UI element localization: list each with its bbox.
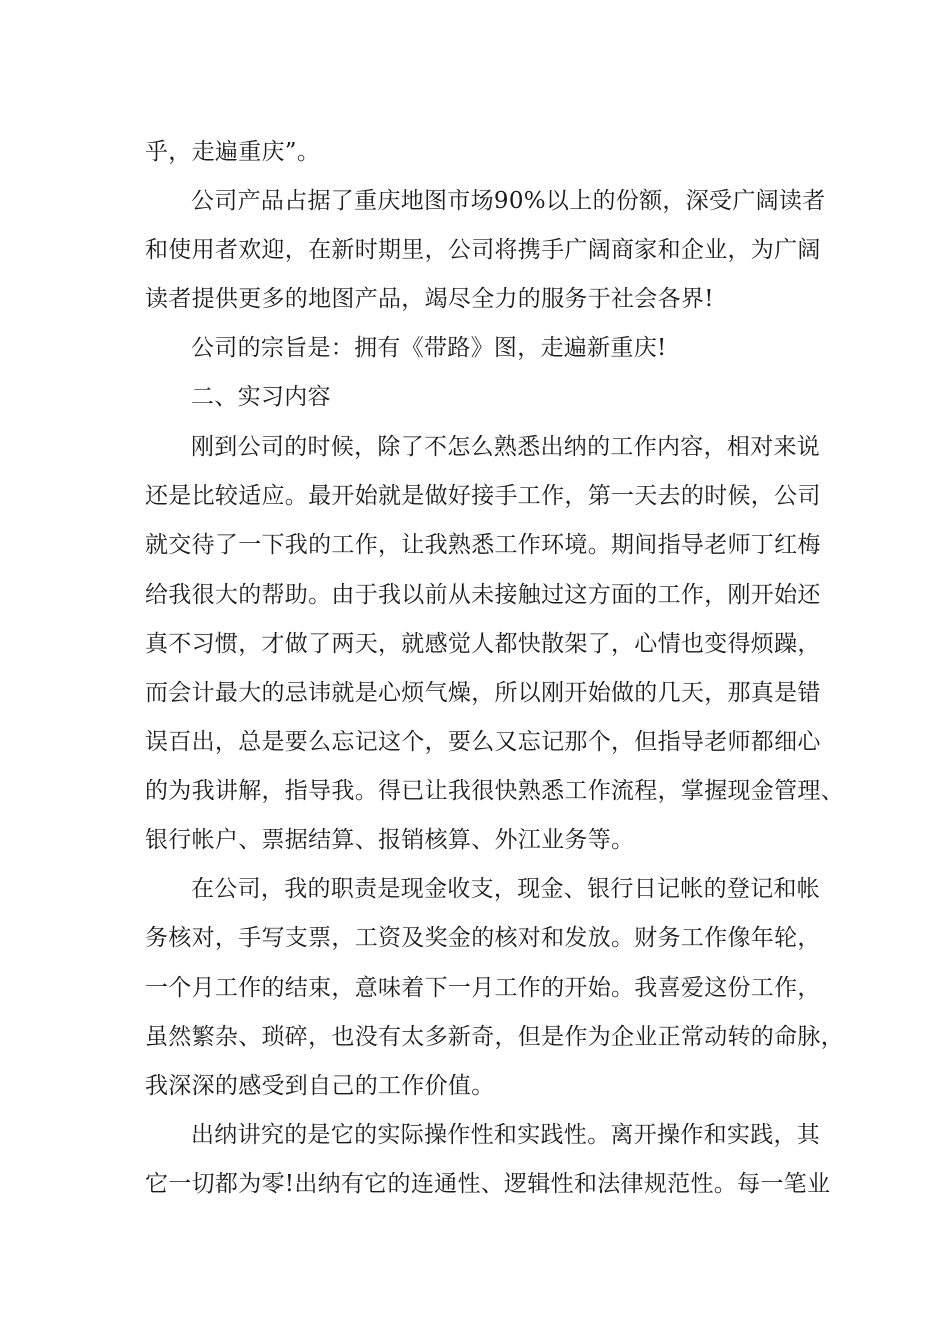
paragraph-start-line: 刚到公司的时候，除了不怎么熟悉出纳的工作内容，相对来说 [191,434,821,460]
text-line: 误百出，总是要么忘记这个，要么又忘记那个，但指导老师都细心 [145,729,821,755]
text-line: 务核对，手写支票，工资及奖金的核对和发放。财务工作像年轮， [145,925,821,951]
paragraph-start-line: 出纳讲究的是它的实际操作性和实践性。离开操作和实践，其 [191,1122,821,1148]
text-line: 就交待了一下我的工作，让我熟悉工作环境。期间指导老师丁红梅 [145,532,821,558]
text-line: 它一切都为零!出纳有它的连通性、逻辑性和法律规范性。每一笔业 [145,1171,831,1197]
paragraph-start-line: 公司产品占据了重庆地图市场90%以上的份额，深受广阔读者 [191,188,826,214]
paragraph-start-line: 公司的宗旨是：拥有《带路》图，走遍新重庆! [191,335,667,361]
text-line: 给我很大的帮助。由于我以前从未接触过这方面的工作，刚开始还 [145,582,821,608]
text-line: 还是比较适应。最开始就是做好接手工作，第一天去的时候，公司 [145,483,821,509]
text-line: 银行帐户、票据结算、报销核算、外江业务等。 [145,827,635,853]
text-line: 我深深的感受到自己的工作价值。 [145,1073,495,1099]
text-line: 而会计最大的忌讳就是心烦气燥，所以刚开始做的几天，那真是错 [145,680,821,706]
text-line: 的为我讲解，指导我。得已让我很快熟悉工作流程，掌握现金管理、 [145,778,844,804]
section-heading: 二、实习内容 [191,384,331,410]
text-line: 和使用者欢迎，在新时期里，公司将携手广阔商家和企业，为广阔 [145,237,821,263]
paragraph-start-line: 在公司，我的职责是现金收支，现金、银行日记帐的登记和帐 [191,876,821,902]
text-line: 一个月工作的结束，意味着下一月工作的开始。我喜爱这份工作， [145,975,821,1001]
text-line: 虽然繁杂、琐碎，也没有太多新奇，但是作为企业正常动转的命脉， [145,1024,844,1050]
text-line: 乎，走遍重庆”。 [145,139,321,165]
text-line: 真不习惯，才做了两天，就感觉人都快散架了，心情也变得烦躁， [145,631,821,657]
text-line: 读者提供更多的地图产品，竭尽全力的服务于社会各界! [145,286,714,312]
